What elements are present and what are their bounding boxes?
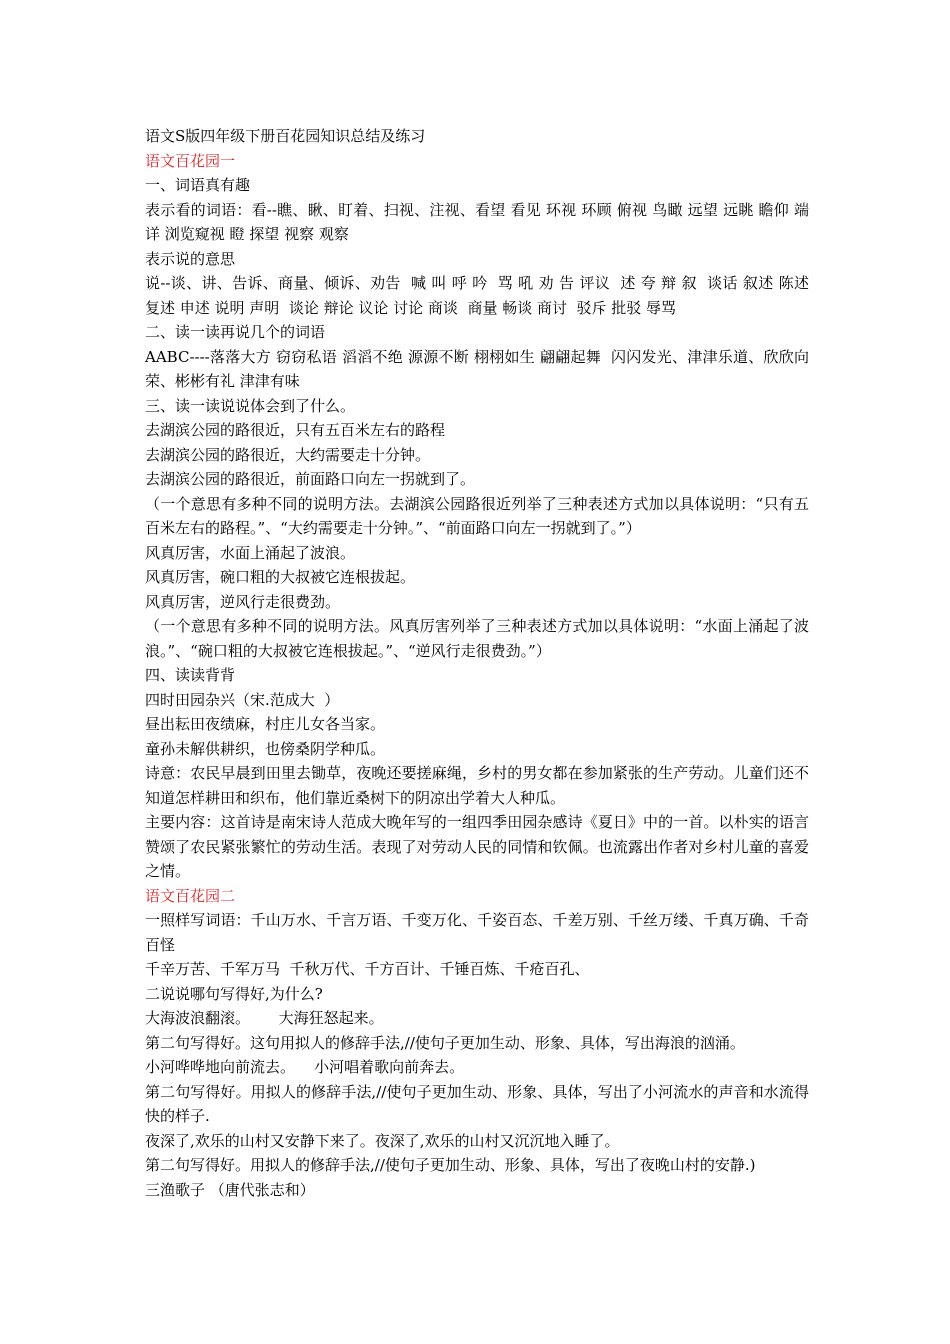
text-line: 四时田园杂兴（宋.范成大 ） [145, 690, 340, 709]
text-line: 风真厉害，碗口粗的大叔被它连根拔起。 [145, 568, 416, 586]
text-line: AABC----落落大方 窃窃私语 滔滔不绝 源源不断 栩栩如生 翩翩起舞 闪闪发光、津津乐道、欣欣向荣、彬彬有礼 津津有味 [145, 347, 809, 390]
text-line: 主要内容：这首诗是南宋诗人范成大晚年写的一组四季田园杂感诗《夏日》中的一首。以朴实的语言赞颂了农民紧张繁忙的劳动生活。表现了对劳动人民的同情和钦佩。也流露出作者对乡村儿童的喜爱之情。 [145, 813, 809, 880]
text-line: 二说说哪句写得好,为什么? [145, 984, 323, 1003]
text-line: 说--谈、讲、告诉、商量、倾诉、劝告 喊 叫 呼 吟 骂 吼 劝 告 评议 述 夸 辩 叙 谈话 叙述 陈述 复述 申述 说明 声明 谈论 辩论 议论 讨论 商谈 商量 畅谈 商讨 驳斥 批驳 辱骂 [145, 274, 814, 317]
text-line: 小河哗哗地向前流去。 小河唱着歌向前奔去。 [145, 1058, 465, 1076]
text-line: 三、读一读说说体会到了什么。 [145, 396, 356, 415]
text-line: 千辛万苦、千军万马 千秋万代、千方百计、千锤百炼、千疮百孔、 [145, 960, 590, 978]
text-line: 童孙未解供耕织，也傍桑阴学种瓜。 [145, 739, 386, 758]
text-line: 三渔歌子 （唐代张志和） [145, 1180, 315, 1199]
text-line: 去湖滨公园的路很近，只有五百米左右的路程 [145, 421, 446, 439]
text-line: 大海波浪翻滚。 大海狂怒起来。 [145, 1009, 384, 1027]
text-line: 表示说的意思 [145, 249, 236, 268]
text-line: 风真厉害，水面上涌起了波浪。 [145, 543, 356, 562]
text-line: 去湖滨公园的路很近，大约需要走十分钟。 [145, 445, 431, 464]
text-line: 一、词语真有趣 [145, 176, 251, 194]
text-line: 二、读一读再说几个的词语 [145, 323, 326, 341]
text-line: （一个意思有多种不同的说明方法。去湖滨公园路很近列举了三种表述方式加以具体说明：“只有五百米左右的路程。”、“大约需要走十分钟。”、“前面路口向左一拐就到了。”） [145, 494, 809, 537]
text-line: 第二句写得好。用拟人的修辞手法,//使句子更加生动、形象、具体，写出了夜晚山村的安静.) [145, 1156, 756, 1174]
text-line: 风真厉害，逆风行走很费劲。 [145, 592, 341, 611]
text-line: 表示看的词语：看--瞧、瞅、盯着、扫视、注视、看望 看见 环视 环顾 俯视 鸟瞰 远望 远眺 瞻仰 端详 浏览窥视 瞪 探望 视察 观察 [145, 200, 809, 243]
section-heading: 语文百花园一 [145, 151, 236, 170]
text-line: 夜深了,欢乐的山村又安静下来了。夜深了,欢乐的山村又沉沉地入睡了。 [145, 1131, 620, 1150]
text-line: （一个意思有多种不同的说明方法。风真厉害列举了三种表述方式加以具体说明：“水面上涌起了波浪。”、“碗口粗的大叔被它连根拔起。”、“逆风行走很费劲。”） [145, 617, 809, 660]
document-title: 语文S版四年级下册百花园知识总结及练习 [145, 127, 426, 145]
document-body [145, 124, 814, 1202]
text-line: 一照样写词语：千山万水、千言万语、千变万化、千姿百态、千差万别、千丝万缕、千真万确、千奇百怪 [145, 911, 809, 954]
text-line: 第二句写得好。用拟人的修辞手法,//使句子更加生动、形象、具体，写出了小河流水的声音和水流得快的样子. [145, 1082, 809, 1125]
text-line: 四、读读背背 [145, 666, 236, 684]
text-line: 去湖滨公园的路很近，前面路口向左一拐就到了。 [145, 470, 476, 488]
text-line: 昼出耘田夜绩麻，村庄儿女各当家。 [145, 715, 386, 733]
text-line: 第二句写得好。这句用拟人的修辞手法,//使句子更加生动、形象、具体，写出海浪的汹涌。 [145, 1033, 745, 1052]
text-line: 诗意：农民早晨到田里去锄草，夜晚还要搓麻绳，乡村的男女都在参加紧张的生产劳动。儿童们还不知道怎样耕田和织布，他们靠近桑树下的阴凉出学着大人种瓜。 [145, 764, 809, 807]
section-heading: 语文百花园二 [145, 886, 236, 905]
